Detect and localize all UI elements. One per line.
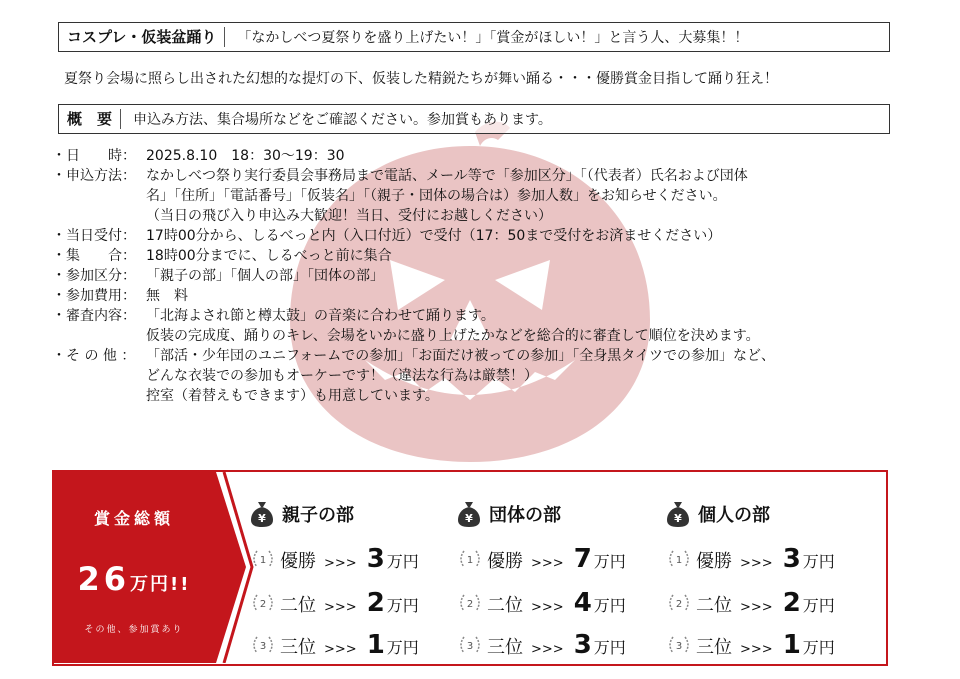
division-head	[666, 500, 770, 528]
detail-other-line3: 控室（着替えもできます）も用意しています。	[146, 388, 439, 404]
svg-text:3: 3	[466, 641, 474, 652]
prize-note: その他、参加賞あり	[84, 625, 184, 635]
division-name: 個人の部	[698, 505, 770, 526]
prize-total-amount	[54, 560, 214, 598]
detail-reception: ・当日受付： 17時00分から、しるべっと内（入口付近）で受付（17：50まで受付をお済ませください）	[52, 228, 722, 244]
laurel-wreath-icon	[250, 592, 276, 614]
laurel-wreath-icon	[250, 548, 276, 570]
overview-message: 申込み方法、集合場所などをご確認ください。参加賞もあります。	[133, 112, 552, 128]
rank-row: 2 二位 >>> 2 万円	[250, 588, 419, 618]
overview-heading: 概 要	[59, 109, 121, 129]
laurel-wreath-icon	[666, 592, 692, 614]
rank-row: 1 優勝 >>> 7 万円	[457, 544, 626, 574]
laurel-wreath-icon	[457, 548, 483, 570]
overview-title-box	[58, 104, 890, 134]
prize-box	[52, 470, 888, 666]
svg-text:1: 1	[259, 555, 267, 566]
prize-total-number: 26	[77, 560, 131, 598]
detail-application-line2: 名」「住所」「電話番号」「仮装名」「（親子・団体の場合は）参加人数」をお知らせください。	[146, 188, 727, 204]
svg-text:2: 2	[466, 599, 474, 610]
svg-text:1: 1	[675, 555, 683, 566]
laurel-wreath-icon	[250, 634, 276, 656]
detail-application: ・申込方法： なかしべつ祭り実行委員会事務局まで電話、メール等で「参加区分」「（代表者）氏名および団体	[52, 168, 748, 184]
money-bag-icon	[666, 500, 690, 528]
detail-other-line2: どんな衣装での参加もオーケーです！（違法な行為は厳禁！）	[146, 368, 538, 384]
division-name: 団体の部	[489, 505, 561, 526]
svg-text:¥: ¥	[674, 512, 682, 525]
svg-text:¥: ¥	[258, 512, 266, 525]
division-name: 親子の部	[282, 505, 354, 526]
detail-judging: ・審査内容： 「北海よされ節と樽太鼓」の音楽に合わせて踊ります。	[52, 308, 495, 324]
cosplay-heading: コスプレ・仮装盆踊り	[59, 27, 225, 47]
laurel-wreath-icon	[457, 634, 483, 656]
details-list	[52, 146, 906, 406]
svg-text:2: 2	[675, 599, 683, 610]
intro-text: 夏祭り会場に照らし出された幻想的な提灯の下、仮装した精鋭たちが舞い踊る・・・優勝賞金目指して踊り狂え！	[64, 71, 778, 87]
detail-date: ・日 時： 2025.8.10 18：30～19：30	[52, 148, 345, 164]
rank-row: 2 二位 >>> 4 万円	[457, 588, 626, 618]
prize-total-panel	[54, 472, 254, 663]
laurel-wreath-icon	[666, 548, 692, 570]
detail-application-line3: （当日の飛び入り申込み大歓迎！当日、受付にお越しください）	[146, 208, 552, 224]
division-head	[250, 500, 354, 528]
detail-other: ・そ の 他 ： 「部活・少年団のユニフォームでの参加」「お面だけ被っての参加」「全身黒タイツでの参加」など、	[52, 348, 776, 364]
detail-category: ・参加区分： 「親子の部」「個人の部」「団体の部」	[52, 268, 384, 284]
rank-row: 3 三位 >>> 1 万円	[666, 630, 835, 660]
detail-fee: ・参加費用： 無 料	[52, 288, 188, 304]
detail-judging-line2: 仮装の完成度、踊りのキレ、会場をいかに盛り上げたかなどを総合的に審査して順位を決めます。	[146, 328, 760, 344]
laurel-wreath-icon	[457, 592, 483, 614]
svg-text:3: 3	[259, 641, 267, 652]
rank-row: 2 二位 >>> 2 万円	[666, 588, 835, 618]
laurel-wreath-icon	[666, 634, 692, 656]
cosplay-message: 「なかしべつ夏祭りを盛り上げたい！」「賞金がほしい！」と言う人、大募集！！	[237, 30, 749, 46]
cosplay-title-box	[58, 22, 890, 52]
rank-row: 3 三位 >>> 1 万円	[250, 630, 419, 660]
svg-text:¥: ¥	[465, 512, 473, 525]
detail-gathering: ・集 合： 18時00分までに、しるべっと前に集合	[52, 248, 392, 264]
svg-text:2: 2	[259, 599, 267, 610]
money-bag-icon	[250, 500, 274, 528]
prize-total-unit: 万円!!	[130, 574, 191, 595]
svg-text:1: 1	[466, 555, 474, 566]
rank-row: 3 三位 >>> 3 万円	[457, 630, 626, 660]
rank-row: 1 優勝 >>> 3 万円	[666, 544, 835, 574]
prize-total-label: 賞金総額	[93, 509, 174, 528]
rank-row: 1 優勝 >>> 3 万円	[250, 544, 419, 574]
money-bag-icon	[457, 500, 481, 528]
division-head	[457, 500, 561, 528]
svg-text:3: 3	[675, 641, 683, 652]
